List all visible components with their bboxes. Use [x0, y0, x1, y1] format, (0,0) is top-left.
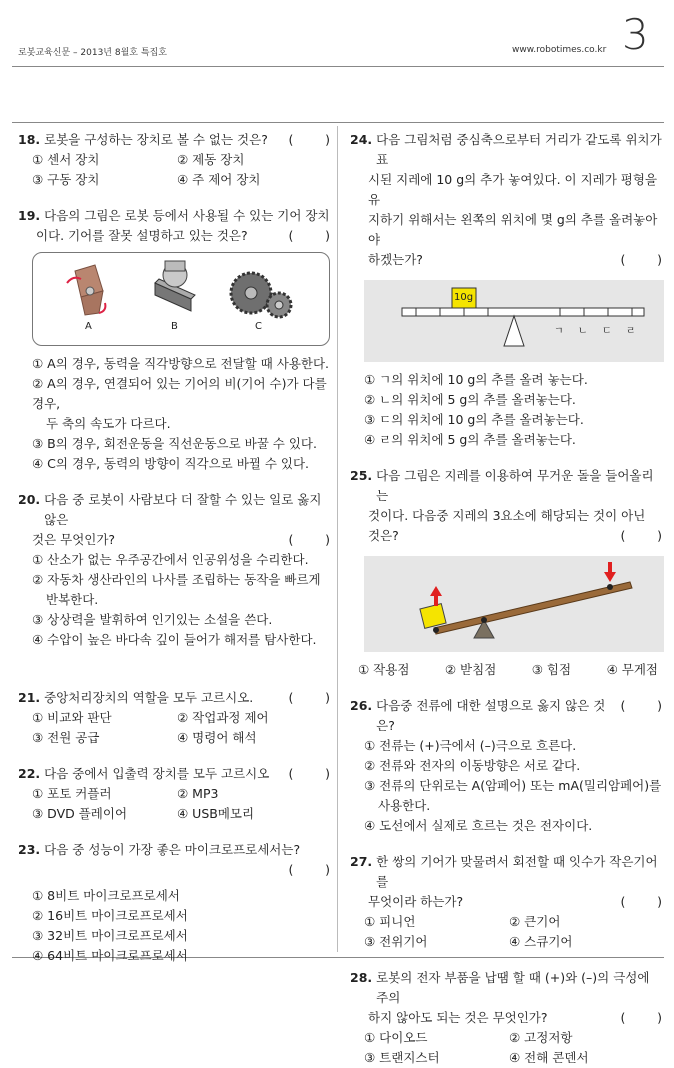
question-text-line1: 다음 그림처럼 중심축으로부터 거리가 같도록 위치가 표 — [376, 132, 662, 167]
question-text-line2: 하지 않아도 되는 것은 무엇인가? — [368, 1010, 548, 1025]
option-2[interactable]: ② 제동 장치 — [177, 152, 245, 167]
answer-blank[interactable]: ( ) — [288, 132, 330, 147]
option-1[interactable]: ① 8비트 마이크로프로세서 — [32, 888, 180, 903]
up-arrow-icon — [430, 586, 442, 606]
option-3[interactable]: ③ 구동 장치 — [32, 172, 100, 187]
stone-block — [420, 604, 446, 629]
question-text-line1: 한 쌍의 기어가 맞물려서 회전할 때 잇수가 작은기어를 — [376, 854, 658, 889]
gear-figure — [32, 252, 330, 346]
question-text-line1: 다음 그림은 지레를 이용하여 무거운 돌을 들어올리는 — [376, 468, 654, 503]
option-4[interactable]: ④ ㄹ의 위치에 5 g의 추를 올려놓는다. — [364, 432, 576, 447]
option-2[interactable]: ② 고정저항 — [509, 1030, 573, 1045]
answer-blank[interactable]: ( ) — [288, 690, 330, 705]
option-4[interactable]: ④ 64비트 마이크로프로세서 — [32, 948, 188, 963]
header-publication: 로봇교육신문 – 2013년 8월호 특집호 — [18, 48, 167, 58]
question-number: 22. — [18, 766, 41, 781]
option-1[interactable]: ① ㄱ의 위치에 10 g의 추를 올려 놓는다. — [364, 372, 588, 387]
question-text-line1: 다음의 그림은 로봇 등에서 사용될 수 있는 기어 장치 — [44, 208, 330, 223]
option-3[interactable]: ③ 힘점 — [531, 662, 572, 677]
weight-label: 10g — [454, 292, 474, 303]
question-text: 로봇을 구성하는 장치로 볼 수 없는 것은? — [44, 132, 268, 147]
option-2[interactable]: ② MP3 — [177, 786, 219, 801]
option-2[interactable]: ② ㄴ의 위치에 5 g의 추를 올려놓는다. — [364, 392, 576, 407]
option-2-continued: 반복한다. — [46, 592, 99, 607]
gear-label-b: B — [171, 321, 178, 332]
question-24 — [350, 130, 662, 450]
answer-blank[interactable]: ( ) — [620, 894, 662, 909]
question-text-line2: 시된 지레에 10 g의 추가 놓여있다. 이 지레가 평형을 유 — [368, 172, 658, 207]
option-2[interactable]: ② 16비트 마이크로프로세서 — [32, 908, 188, 923]
question-number: 25. — [350, 468, 373, 483]
option-3[interactable]: ③ 전원 공급 — [32, 730, 100, 745]
answer-blank[interactable]: ( ) — [620, 1010, 662, 1025]
option-1[interactable]: ① A의 경우, 동력을 직각방향으로 전달할 때 사용한다. — [32, 356, 330, 371]
option-1[interactable]: ① 포토 커플러 — [32, 786, 112, 801]
option-3[interactable]: ③ 트랜지스터 — [364, 1050, 440, 1065]
question-21 — [18, 688, 330, 748]
question-25 — [350, 466, 662, 680]
question-18 — [18, 130, 330, 190]
question-text-line4: 하겠는가? — [368, 252, 423, 267]
question-number: 23. — [18, 842, 41, 857]
option-4[interactable]: ④ 도선에서 실제로 흐르는 것은 전자이다. — [364, 818, 593, 833]
question-number: 20. — [18, 492, 41, 507]
option-2[interactable]: ② A의 경우, 연결되어 있는 기어의 비(기어 수)가 다를 경우, — [32, 376, 327, 411]
option-4[interactable]: ④ 수압이 높은 바다속 깊이 들어가 해저를 탐사한다. — [32, 632, 317, 647]
option-3[interactable]: ③ DVD 플레이어 — [32, 806, 128, 821]
question-22 — [18, 764, 330, 824]
lever-plank — [434, 582, 632, 634]
option-3[interactable]: ③ 전류의 단위로는 A(암페어) 또는 mA(밀리암페어)를 — [364, 778, 662, 793]
option-2-continued: 두 축의 속도가 다르다. — [46, 416, 171, 431]
option-2[interactable]: ② 전류와 전자의 이동방향은 서로 같다. — [364, 758, 581, 773]
question-number: 24. — [350, 132, 373, 147]
right-column — [350, 130, 662, 1068]
answer-blank[interactable]: ( ) — [288, 532, 330, 547]
page-number: 3 — [622, 10, 649, 59]
column-divider — [337, 126, 338, 952]
option-4[interactable]: ④ 전해 콘덴서 — [509, 1050, 589, 1065]
option-4[interactable]: ④ 스큐기어 — [509, 934, 573, 949]
question-text-line2: 것은 무엇인가? — [32, 532, 116, 547]
question-text-line2: 이다. 기어를 잘못 설명하고 있는 것은? — [36, 228, 248, 243]
answer-blank[interactable]: ( ) — [620, 252, 662, 267]
gear-illustrations — [33, 253, 329, 323]
fulcrum-icon — [504, 316, 524, 346]
question-number: 27. — [350, 854, 373, 869]
header-rule — [12, 66, 664, 67]
option-3-continued: 사용한다. — [378, 798, 431, 813]
question-text: 다음 중에서 입출력 장치를 모두 고르시오 — [44, 766, 270, 781]
answer-blank[interactable]: ( ) — [620, 698, 662, 713]
question-23 — [18, 840, 330, 966]
question-27 — [350, 852, 662, 952]
option-2[interactable]: ② 받침점 — [444, 662, 497, 677]
question-text-line2: 것이다. 다음중 지레의 3요소에 해당되는 것이 아닌 — [368, 508, 646, 523]
option-3[interactable]: ③ 전위기어 — [364, 934, 428, 949]
question-text: 중앙처리장치의 역할을 모두 고르시오. — [44, 690, 254, 705]
option-1[interactable]: ① 산소가 없는 우주공간에서 인공위성을 수리한다. — [32, 552, 309, 567]
question-26 — [350, 696, 662, 836]
question-text: 다음중 전류에 대한 설명으로 옳지 않은 것은? — [376, 698, 606, 733]
option-4[interactable]: ④ 명령어 해석 — [177, 730, 257, 745]
option-2[interactable]: ② 자동차 생산라인의 나사를 조립하는 동작을 빠르게 — [32, 572, 321, 587]
spur-gear-icon — [231, 273, 291, 317]
option-3[interactable]: ③ ㄷ의 위치에 10 g의 추를 올려놓는다. — [364, 412, 584, 427]
question-text-line1: 로봇의 전자 부품을 납땜 할 때 (+)와 (–)의 극성에 주의 — [376, 970, 650, 1005]
option-4[interactable]: ④ 무게점 — [606, 662, 658, 677]
lever-lifting-diagram — [364, 556, 664, 652]
question-text-line1: 다음 중 로봇이 사람보다 더 잘할 수 있는 일로 옳지 않은 — [44, 492, 322, 527]
question-28 — [350, 968, 662, 1068]
answer-blank[interactable]: ( ) — [620, 528, 662, 543]
balance-lever-diagram — [364, 280, 664, 362]
gear-label-a: A — [85, 321, 92, 332]
option-4[interactable]: ④ 주 제어 장치 — [177, 172, 261, 187]
question-text-line3: 지하기 위해서는 왼쪽의 위치에 몇 g의 추를 올려놓아야 — [368, 212, 658, 247]
answer-blank[interactable]: ( ) — [288, 862, 330, 877]
answer-blank[interactable]: ( ) — [288, 766, 330, 781]
rack-pinion-icon — [155, 261, 195, 311]
option-3[interactable]: ③ B의 경우, 회전운동을 직선운동으로 바꿀 수 있다. — [32, 436, 317, 451]
question-19 — [18, 206, 330, 474]
question-number: 28. — [350, 970, 373, 985]
option-2[interactable]: ② 큰기어 — [509, 914, 561, 929]
option-4[interactable]: ④ C의 경우, 동력의 방향이 직각으로 바뀔 수 있다. — [32, 456, 310, 471]
header-url: www.robotimes.co.kr — [512, 45, 607, 55]
question-number: 21. — [18, 690, 41, 705]
balance-lever-figure — [364, 280, 664, 362]
position-label-1: ㄱ — [554, 326, 564, 337]
option-1[interactable]: ① 피니언 — [364, 914, 416, 929]
option-3[interactable]: ③ 32비트 마이크로프로세서 — [32, 928, 188, 943]
option-3[interactable]: ③ 상상력을 발휘하여 인기있는 소설을 쓴다. — [32, 612, 273, 627]
question-number: 26. — [350, 698, 373, 713]
position-label-2: ㄴ — [578, 326, 588, 337]
question-number: 19. — [18, 208, 41, 223]
option-1[interactable]: ① 작용점 — [358, 662, 410, 677]
bevel-gear-icon — [67, 265, 105, 315]
left-column — [18, 130, 330, 966]
position-label-4: ㄹ — [626, 326, 636, 337]
option-2[interactable]: ② 작업과정 제어 — [177, 710, 269, 725]
lever-lifting-figure — [364, 556, 664, 652]
gear-label-c: C — [255, 321, 262, 332]
question-text-line3: 것은? — [368, 528, 399, 543]
option-1[interactable]: ① 전류는 (+)극에서 (–)극으로 흐른다. — [364, 738, 577, 753]
option-1[interactable]: ① 비교와 판단 — [32, 710, 112, 725]
position-label-3: ㄷ — [602, 326, 612, 337]
answer-blank[interactable]: ( ) — [288, 228, 330, 243]
section-rule — [12, 122, 664, 123]
option-4[interactable]: ④ USB메모리 — [177, 806, 255, 821]
down-arrow-icon — [604, 562, 616, 582]
option-1[interactable]: ① 센서 장치 — [32, 152, 100, 167]
question-text: 다음 중 성능이 가장 좋은 마이크로프로세서는? — [44, 842, 301, 857]
question-20 — [18, 490, 330, 650]
question-number: 18. — [18, 132, 41, 147]
option-1[interactable]: ① 다이오드 — [364, 1030, 428, 1045]
question-text-line2: 무엇이라 하는가? — [368, 894, 464, 909]
